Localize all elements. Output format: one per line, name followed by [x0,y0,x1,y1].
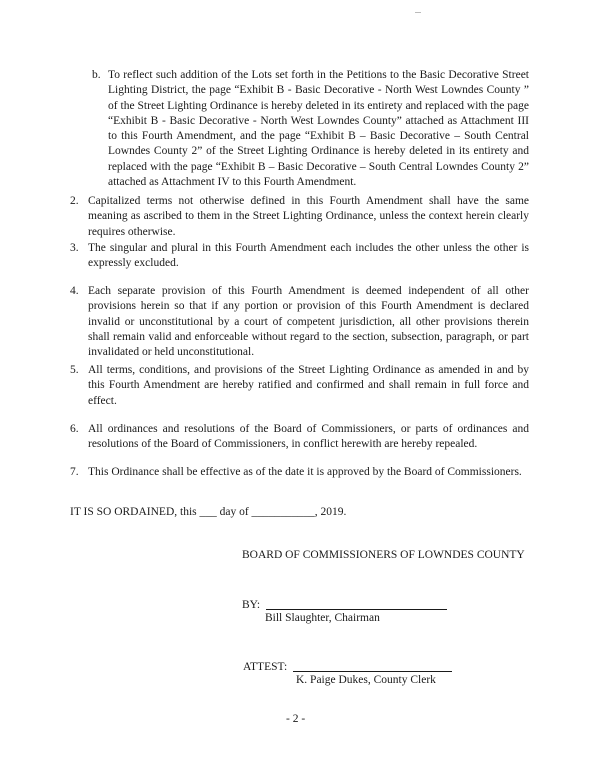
ordained-line: IT IS SO ORDAINED, this ___ day of ___________, 2019. [70,506,347,518]
clerk-name: K. Paige Dukes, County Clerk [296,674,436,686]
item-2-number: 2. [70,195,79,207]
chairman-signature-line [266,609,447,610]
by-label: BY: [242,599,261,611]
item-4-number: 4. [70,285,79,297]
chairman-name: Bill Slaughter, Chairman [265,612,380,624]
item-6-text: All ordinances and resolutions of the Board of Commissioners, or parts of ordinances and resolutions of the Board of Commissioners, in conflict herewith are hereby repealed. [88,423,529,451]
attest-label: ATTEST: [243,661,288,673]
scan-speck [415,12,421,13]
page-number: - 2 - [286,713,306,725]
item-b-text: To reflect such addition of the Lots set forth in the Petitions to the Basic Decorative Street Lighting District, the page “Exhibit B - Basic Decorative - North West Lowndes County ” of the Street Lighting Ordinance is hereby deleted in its entirety and replaced with the page “Exhibit B - Basic Decorative - North West Lowndes County” attached as Attachment III to this Fourth Amendment, and the page “Exhibit B – Basic Decorative – South Central Lowndes County 2” of the Street Lighting Ordinance is hereby deleted in its entirety and replaced with the page “Exhibit B – Basic Decorative – South Central Lowndes County 2” attached as Attachment IV to this Fourth Amendment. [108,69,529,189]
item-5-number: 5. [70,364,79,376]
item-6-number: 6. [70,423,79,435]
item-5-text: All terms, conditions, and provisions of the Street Lighting Ordinance as amended in and by this Fourth Amendment are hereby ratified and confirmed and shall remain in full force and effect. [88,364,529,407]
clerk-signature-line [293,671,452,672]
board-heading: BOARD OF COMMISSIONERS OF LOWNDES COUNTY [242,549,525,561]
item-b-label: b. [92,69,101,81]
item-4-text: Each separate provision of this Fourth Amendment is deemed independent of all other provisions herein so that if any portion or provision of this Fourth Amendment is declared invalid or unconstitutional by a court of competent jurisdiction, all other provisions therein shall remain valid and enforceable without regard to the section, subsection, paragraph, or part invalidated or held unconstitutional. [88,285,529,359]
item-3-number: 3. [70,242,79,254]
item-2-text: Capitalized terms not otherwise defined in this Fourth Amendment shall have the same meaning as ascribed to them in the Street Lighting Ordinance, unless the context herein clearly requires otherwise. [88,195,529,238]
item-3-text: The singular and plural in this Fourth Amendment each includes the other unless the other is expressly excluded. [88,242,529,270]
item-7-text: This Ordinance shall be effective as of the date it is approved by the Board of Commissioners. [88,466,522,478]
item-7-number: 7. [70,466,79,478]
